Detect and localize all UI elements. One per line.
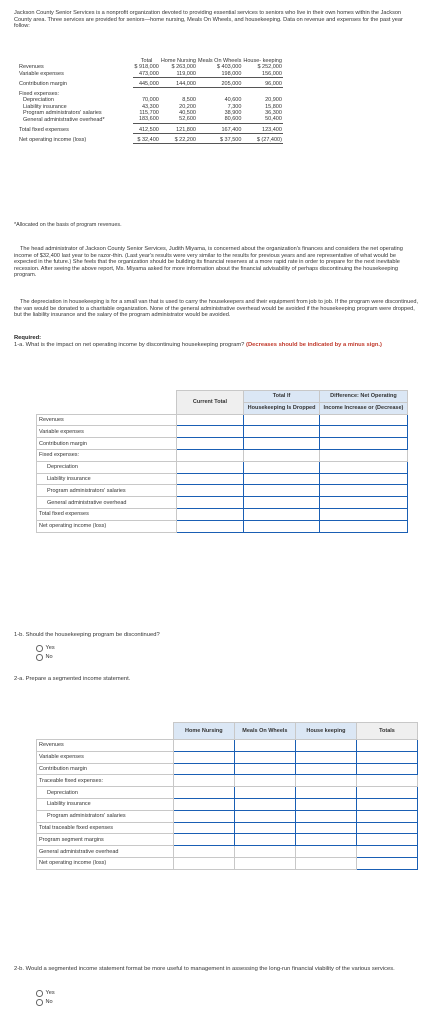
col-header-housekeeping: House- keeping (243, 58, 282, 64)
input-cell[interactable] (176, 438, 244, 450)
input-cell[interactable] (295, 763, 356, 775)
input-cell[interactable] (234, 763, 295, 775)
cell-value: 7,300 (227, 103, 242, 110)
question-1a (14, 342, 419, 348)
radio-2b-no[interactable] (36, 999, 53, 1006)
cell-value: $ (27,400) (242, 137, 283, 144)
cell-value: 205,000 (197, 81, 242, 88)
table-row (18, 116, 414, 123)
row-label: Depreciation (37, 461, 177, 473)
row-label: Program segment margins (37, 834, 174, 846)
cell-value: 445,000 (133, 81, 159, 88)
row-label: Fixed expenses: (19, 91, 60, 98)
row-label: Revenues (37, 740, 174, 752)
input-cell[interactable] (173, 810, 234, 822)
row-label: General administrative overhead (37, 497, 177, 509)
table-row (37, 426, 408, 438)
table-row (37, 787, 418, 799)
table-row (37, 822, 418, 834)
input-cell[interactable] (234, 834, 295, 846)
input-cell[interactable] (356, 763, 417, 775)
input-cell[interactable] (319, 520, 407, 532)
table-row (18, 81, 414, 88)
cell-value: 70,000 (142, 97, 159, 104)
row-label: Total fixed expenses (19, 126, 69, 133)
question-1a-note: (Decreases should be indicated by a minus sign.) (246, 342, 382, 348)
radio-2b-yes[interactable] (36, 990, 55, 997)
row-label: Depreciation (37, 787, 174, 799)
input-cell[interactable] (356, 810, 417, 822)
input-cell[interactable] (173, 763, 234, 775)
row-label: Total traceable fixed expenses (37, 822, 174, 834)
table-row (37, 740, 418, 752)
input-cell[interactable] (234, 822, 295, 834)
input-cell[interactable] (176, 473, 244, 485)
input-cell[interactable] (295, 810, 356, 822)
col-header-housekeeping: House keeping (295, 723, 356, 740)
input-cell[interactable] (244, 414, 320, 426)
cell-value: 52,600 (160, 116, 197, 123)
input-cell[interactable] (295, 787, 356, 799)
input-cell[interactable] (244, 497, 320, 509)
row-label: General administrative overhead (37, 846, 174, 858)
row-label: Contribution margin (37, 438, 177, 450)
cell-value: $ 22,200 (160, 137, 197, 144)
col-header-meals-on-wheels: Meals On Wheels (234, 723, 295, 740)
input-cell[interactable] (356, 846, 417, 858)
input-cell[interactable] (176, 497, 244, 509)
table-row (37, 775, 418, 787)
input-cell[interactable] (244, 473, 320, 485)
table-row (37, 834, 418, 846)
row-label: Net operating income (loss) (19, 137, 87, 144)
col-header-home-nursing: Home Nursing (173, 723, 234, 740)
input-cell[interactable] (295, 822, 356, 834)
radio-label: Yes (45, 645, 55, 652)
radio-label: No (45, 999, 53, 1006)
required-heading: Required: (14, 335, 42, 341)
radio-circle-icon (36, 990, 43, 997)
input-cell[interactable] (234, 787, 295, 799)
col-header-meals-on-wheels: Meals On Wheels (197, 58, 242, 64)
table-row (18, 127, 414, 134)
cell-value: $ 403,000 (216, 64, 242, 71)
cell-value: $ 918,000 (134, 64, 159, 71)
table-row (37, 508, 408, 520)
table-row (37, 449, 408, 461)
input-cell[interactable] (319, 438, 407, 450)
table-row (37, 763, 418, 775)
table-row (37, 438, 408, 450)
input-cell[interactable] (244, 461, 320, 473)
input-cell[interactable] (319, 473, 407, 485)
input-cell[interactable] (173, 751, 234, 763)
row-label: Program administrators' salaries (23, 110, 102, 117)
input-cell[interactable] (295, 798, 356, 810)
input-cell[interactable] (173, 822, 234, 834)
radio-label: No (45, 654, 53, 661)
input-cell[interactable] (176, 461, 244, 473)
grid-discontinue-impact (36, 390, 408, 533)
col-header-income-change: Income Increase or (Decrease) (319, 402, 407, 414)
table-row (37, 485, 408, 497)
input-cell[interactable] (234, 810, 295, 822)
question-2b: 2-b. Would a segmented income statement format be more useful to management in assessing the long-run financial viability of the various services. (14, 966, 395, 972)
row-label: Liability insurance (23, 103, 67, 110)
input-cell[interactable] (295, 834, 356, 846)
cell-value: $ 263,000 (171, 64, 196, 71)
col-header-current-total: Current Total (176, 391, 244, 415)
row-label: Total fixed expenses (37, 508, 177, 520)
input-cell[interactable] (173, 834, 234, 846)
table-row (37, 473, 408, 485)
table-row (37, 414, 408, 426)
row-label: Revenues (37, 414, 177, 426)
input-cell[interactable] (319, 426, 407, 438)
cell-value: 115,700 (139, 110, 159, 117)
radio-circle-icon (36, 654, 43, 661)
cell-value: $ 252,000 (257, 64, 282, 71)
cell-value: 38,900 (224, 110, 242, 117)
cell-value: 121,800 (160, 127, 197, 134)
col-header-difference: Difference: Net Operating (319, 391, 407, 403)
col-header-total-if: Total If (244, 391, 320, 403)
table-row (37, 461, 408, 473)
cell-value: 123,400 (242, 127, 283, 134)
radio-circle-icon (36, 645, 43, 652)
input-cell[interactable] (173, 798, 234, 810)
input-cell[interactable] (244, 426, 320, 438)
input-cell[interactable] (176, 508, 244, 520)
row-label: Net operating income (loss) (37, 520, 177, 532)
question-2a: 2-a. Prepare a segmented income statement. (14, 676, 131, 682)
input-cell[interactable] (356, 787, 417, 799)
input-cell[interactable] (356, 834, 417, 846)
cell-value: 96,000 (242, 81, 283, 88)
cell-value: 167,400 (197, 127, 242, 134)
table-row (18, 137, 414, 144)
col-header-total: Total (140, 58, 153, 64)
cell-value: 15,800 (265, 103, 282, 110)
radio-1b-yes[interactable] (36, 645, 55, 652)
table-row (37, 497, 408, 509)
row-label: Program administrators' salaries (37, 810, 174, 822)
cell-value: 40,500 (179, 110, 196, 117)
input-cell[interactable] (234, 798, 295, 810)
input-cell[interactable] (173, 787, 234, 799)
radio-label: Yes (45, 990, 55, 997)
cell-value: 36,300 (265, 110, 282, 117)
input-cell[interactable] (356, 798, 417, 810)
table-row (37, 810, 418, 822)
row-label: Variable expenses (37, 751, 174, 763)
input-cell[interactable] (295, 740, 356, 752)
row-label: Liability insurance (37, 798, 174, 810)
row-label: Depreciation (23, 97, 54, 104)
input-cell[interactable] (295, 751, 356, 763)
cell-value: 8,500 (182, 97, 196, 104)
row-label: General administrative overhead* (23, 116, 105, 123)
cell-value: $ 37,500 (197, 137, 242, 144)
revenue-expense-table (18, 58, 414, 144)
input-cell[interactable] (356, 822, 417, 834)
question-1b: 1-b. Should the housekeeping program be discontinued? (14, 632, 160, 638)
input-cell[interactable] (319, 414, 407, 426)
cell-value: 20,200 (179, 103, 196, 110)
table-row (37, 751, 418, 763)
table-row (37, 846, 418, 858)
question-1a-text: 1-a. What is the impact on net operating income by discontinuing housekeeping program? (14, 342, 245, 348)
cell-value: 473,000 (133, 71, 159, 78)
table-row (37, 857, 418, 869)
input-cell[interactable] (356, 751, 417, 763)
cell-value: 183,600 (133, 116, 159, 123)
row-label: Traceable fixed expenses: (37, 775, 174, 787)
cell-value: 80,600 (197, 116, 242, 123)
row-label: Program administrators' salaries (37, 485, 177, 497)
cell-value: 198,000 (197, 71, 242, 78)
cell-value: 156,000 (242, 71, 283, 78)
row-label: Contribution margin (19, 81, 67, 88)
input-cell[interactable] (319, 508, 407, 520)
col-header-housekeeping-dropped: Housekeeping Is Dropped (244, 402, 320, 414)
input-cell[interactable] (319, 485, 407, 497)
radio-circle-icon (36, 999, 43, 1006)
table-row (18, 71, 414, 78)
table-row (37, 798, 418, 810)
paragraph-depreciation: The depreciation in housekeeping is for a small van that is used to carry the housekeepers and their equipment from job to job. If the program were discontinued, the van would be donated to a charitable organization. None of the general administrative overhead would be avoided if the housekeeping program were dropped, but the liability insurance and the salary of the program administrator would be avoided. (14, 299, 419, 319)
input-cell[interactable] (244, 508, 320, 520)
row-label: Fixed expenses: (37, 449, 177, 461)
cell-value: 43,300 (142, 103, 159, 110)
paragraph-administrator: The head administrator of Jackson County Senior Services, Judith Miyama, is concerned about the organization's finances and considers the net operating income of $32,400 last year to be razor-thin. (Last year's results were very similar to the results for previous years and are representative of what would be expected in the future.) She feels that the organization should be building its financial reserves at a more rapid rate in order to prepare for the next inevitable recession. After seeing the above report, Ms. Miyama asked for more information about the financial advisability of perhaps discontinuing the housekeeping program. (14, 246, 403, 279)
row-label: Variable expenses (19, 70, 64, 77)
cell-value: 40,600 (224, 97, 242, 104)
grid-segmented-statement (36, 722, 418, 870)
col-header-home-nursing: Home Nursing (160, 58, 196, 64)
footnote: *Allocated on the basis of program revenues. (14, 222, 122, 228)
input-cell[interactable] (176, 426, 244, 438)
cell-value: 20,900 (265, 97, 282, 104)
input-cell[interactable] (234, 751, 295, 763)
input-cell[interactable] (244, 485, 320, 497)
input-cell[interactable] (173, 740, 234, 752)
radio-1b-no[interactable] (36, 654, 53, 661)
cell-value: $ 32,400 (133, 137, 159, 144)
row-label: Revenues (19, 64, 44, 71)
input-cell[interactable] (176, 414, 244, 426)
input-cell[interactable] (176, 485, 244, 497)
input-cell[interactable] (356, 857, 417, 869)
input-cell[interactable] (244, 438, 320, 450)
row-label: Net operating income (loss) (37, 857, 174, 869)
cell-value: 144,000 (160, 81, 197, 88)
col-header-totals: Totals (356, 723, 417, 740)
cell-value: 412,500 (133, 127, 159, 134)
cell-value: 50,400 (242, 116, 283, 123)
input-cell[interactable] (234, 740, 295, 752)
intro-paragraph: Jackson County Senior Services is a nonprofit organization devoted to providing essential services to seniors who live in their own homes within the Jackson County area. Three services are provided for seniors—home nursing, Meals On Wheels, and housekeeping. Data on revenue and expenses for the past year follow: (14, 10, 403, 30)
cell-value: 119,000 (160, 71, 197, 78)
table-row (37, 520, 408, 532)
input-cell[interactable] (356, 740, 417, 752)
input-cell[interactable] (319, 497, 407, 509)
input-cell[interactable] (319, 461, 407, 473)
row-label: Variable expenses (37, 426, 177, 438)
input-cell[interactable] (244, 520, 320, 532)
row-label: Contribution margin (37, 763, 174, 775)
input-cell[interactable] (176, 520, 244, 532)
row-label: Liability insurance (37, 473, 177, 485)
